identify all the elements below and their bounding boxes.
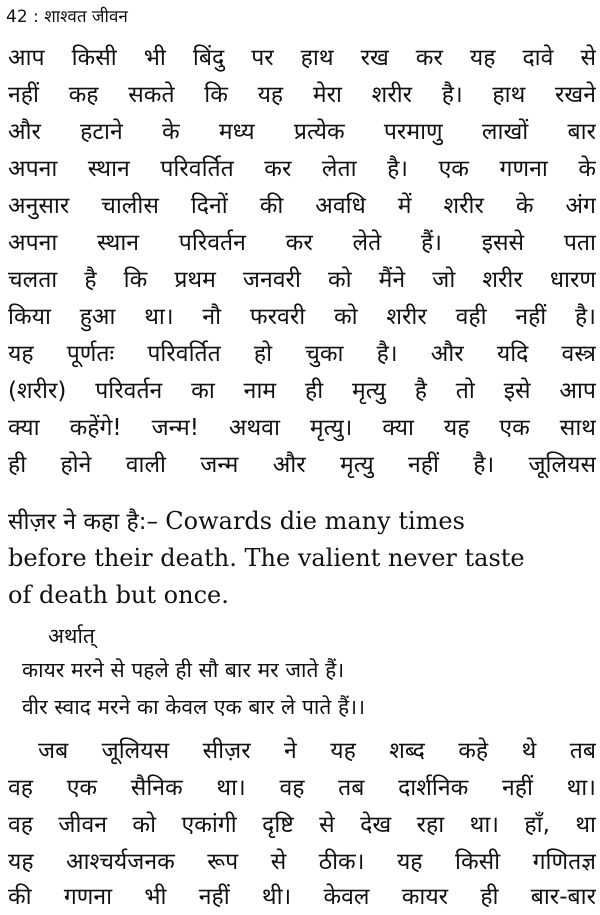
body-line: और हटाने के मध्य प्रत्येक परमाणु लाखों बार [8,119,596,145]
body-line: चलता है कि प्रथम जनवरी को मैंने जो शरीर धारण [8,267,596,293]
body-line: यह पूर्णतः परिवर्तित हो चुका है। और यदि वस्त्र [8,341,596,367]
body-line: की गणना भी नहीं थी। केवल कायर ही बार-बार [8,884,596,910]
body-line: यह आश्चर्यजनक रूप से ठीक। यह किसी गणितज्ञ [8,849,596,875]
body-line: किया हुआ था। नौ फरवरी को शरीर वही नहीं है। [8,304,596,330]
english-quote: of death but once. [8,581,229,609]
quote-attribution: सीज़र ने कहा है:– [8,509,166,535]
body-line: अपना स्थान परिवर्तित कर लेता है। एक गणना के [8,156,596,182]
body-line: अनुसार चालीस दिनों की अवधि में शरीर के अंग [8,193,596,219]
english-quote: Cowards die many times [165,507,465,535]
body-line: जब जूलियस सीज़र ने यह शब्द कहे थे तब [38,738,596,764]
body-line: वह जीवन को एकांगी दृष्टि से देख रहा था। हाँ, था [8,812,596,838]
verse-line: कायर मरने से पहले ही सौ बार मर जाते हैं। [22,658,345,682]
header-separator: : [33,7,39,27]
page-header [6,6,128,28]
body-line: क्या कहेंगे! जन्म! अथवा मृत्यु। क्या यह एक साथ [8,415,596,441]
quote-line [8,503,598,540]
translation-label: अर्थात् [48,624,95,648]
body-line: अपना स्थान परिवर्तन कर लेते हैं। इससे पता [8,230,596,256]
body-line: आप किसी भी बिंदु पर हाथ रख कर यह दावे से [8,45,596,71]
body-line: वह एक सैनिक था। वह तब दार्शनिक नहीं था। [8,775,596,801]
english-quote: before their death. The valient never taste [8,544,525,572]
body-line: नहीं कह सकते कि यह मेरा शरीर है। हाथ रखने [8,82,596,108]
body-line: ही होने वाली जन्म और मृत्यु नहीं है। जूलियस [8,452,596,478]
body-line: (शरीर) परिवर्तन का नाम ही मृत्यु है तो इसे आप [8,378,596,404]
verse-line: वीर स्वाद मरने का केवल एक बार ले पाते हैं।। [22,695,366,719]
book-title: शाश्वत जीवन [44,7,128,27]
page-number: 42 [6,7,28,27]
